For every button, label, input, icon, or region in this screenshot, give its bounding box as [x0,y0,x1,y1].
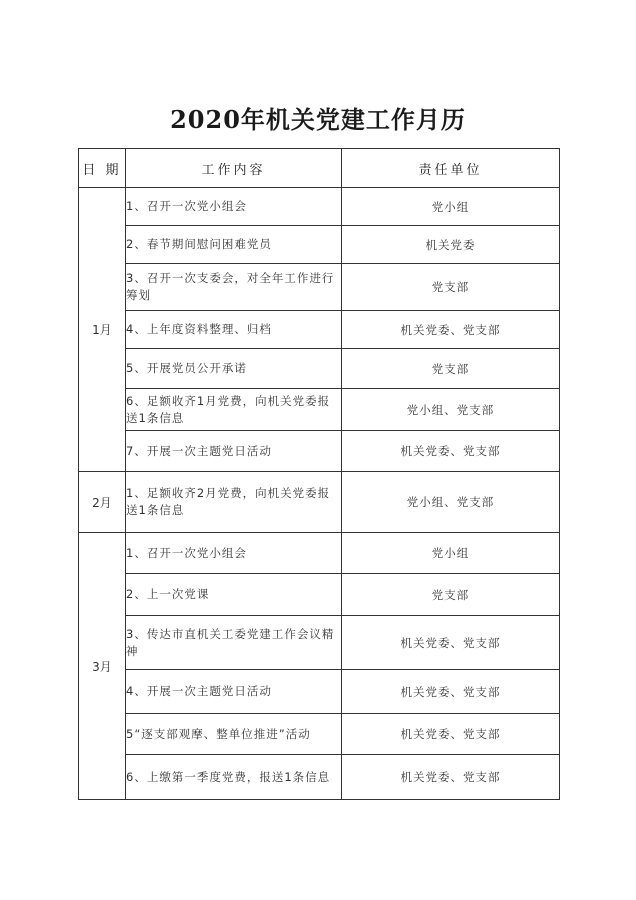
unit-cell: 党支部 [342,574,560,616]
task-cell: 3、召开一次支委会，对全年工作进行筹划 [126,264,342,311]
month-cell-mar: 3月 [79,533,126,800]
table-row [79,714,560,755]
table-row [79,533,560,574]
table-row [79,431,560,472]
table-row [79,755,560,800]
table-row [79,574,560,616]
task-cell: 3、传达市直机关工委党建工作会议精神 [126,616,342,670]
task-cell: 7、开展一次主题党日活动 [126,431,342,472]
task-cell: 6、足额收齐1月党费，向机关党委报送1条信息 [126,389,342,431]
table-row [79,226,560,264]
unit-cell: 机关党委、党支部 [342,431,560,472]
table-row [79,264,560,311]
unit-cell: 党小组 [342,188,560,226]
unit-cell: 党支部 [342,264,560,311]
task-cell: 1、足额收齐2月党费，向机关党委报送1条信息 [126,472,342,533]
month-cell-feb: 2月 [79,472,126,533]
unit-cell: 党小组、党支部 [342,472,560,533]
unit-cell: 党小组 [342,533,560,574]
unit-cell: 机关党委、党支部 [342,311,560,349]
unit-cell: 机关党委、党支部 [342,755,560,800]
page-title: 2020年机关党建工作月历 [170,105,466,134]
unit-cell: 机关党委、党支部 [342,616,560,670]
table-row [79,311,560,349]
unit-cell: 党小组、党支部 [342,389,560,431]
month-cell-jan: 1月 [79,188,126,472]
task-cell: 2、上一次党课 [126,574,342,616]
header-row [79,149,560,188]
task-cell: 6、上缴第一季度党费，报送1条信息 [126,755,342,800]
task-cell: 4、开展一次主题党日活动 [126,670,342,714]
task-cell: 1、召开一次党小组会 [126,533,342,574]
table-row [79,670,560,714]
header-unit: 责任单位 [342,149,560,188]
task-cell: 2、春节期间慰问困难党员 [126,226,342,264]
unit-cell: 机关党委、党支部 [342,714,560,755]
table-row [79,616,560,670]
header-content: 工作内容 [126,149,342,188]
table-row [79,188,560,226]
task-cell: 1、召开一次党小组会 [126,188,342,226]
task-cell: 4、上年度资料整理、归档 [126,311,342,349]
table-row [79,349,560,389]
task-cell: 5“逐支部观摩、整单位推进”活动 [126,714,342,755]
unit-cell: 党支部 [342,349,560,389]
table-row [79,389,560,431]
header-date: 日 期 [79,149,126,188]
task-cell: 5、开展党员公开承诺 [126,349,342,389]
unit-cell: 机关党委 [342,226,560,264]
unit-cell: 机关党委、党支部 [342,670,560,714]
table-row [79,472,560,533]
work-calendar-table [78,148,560,800]
